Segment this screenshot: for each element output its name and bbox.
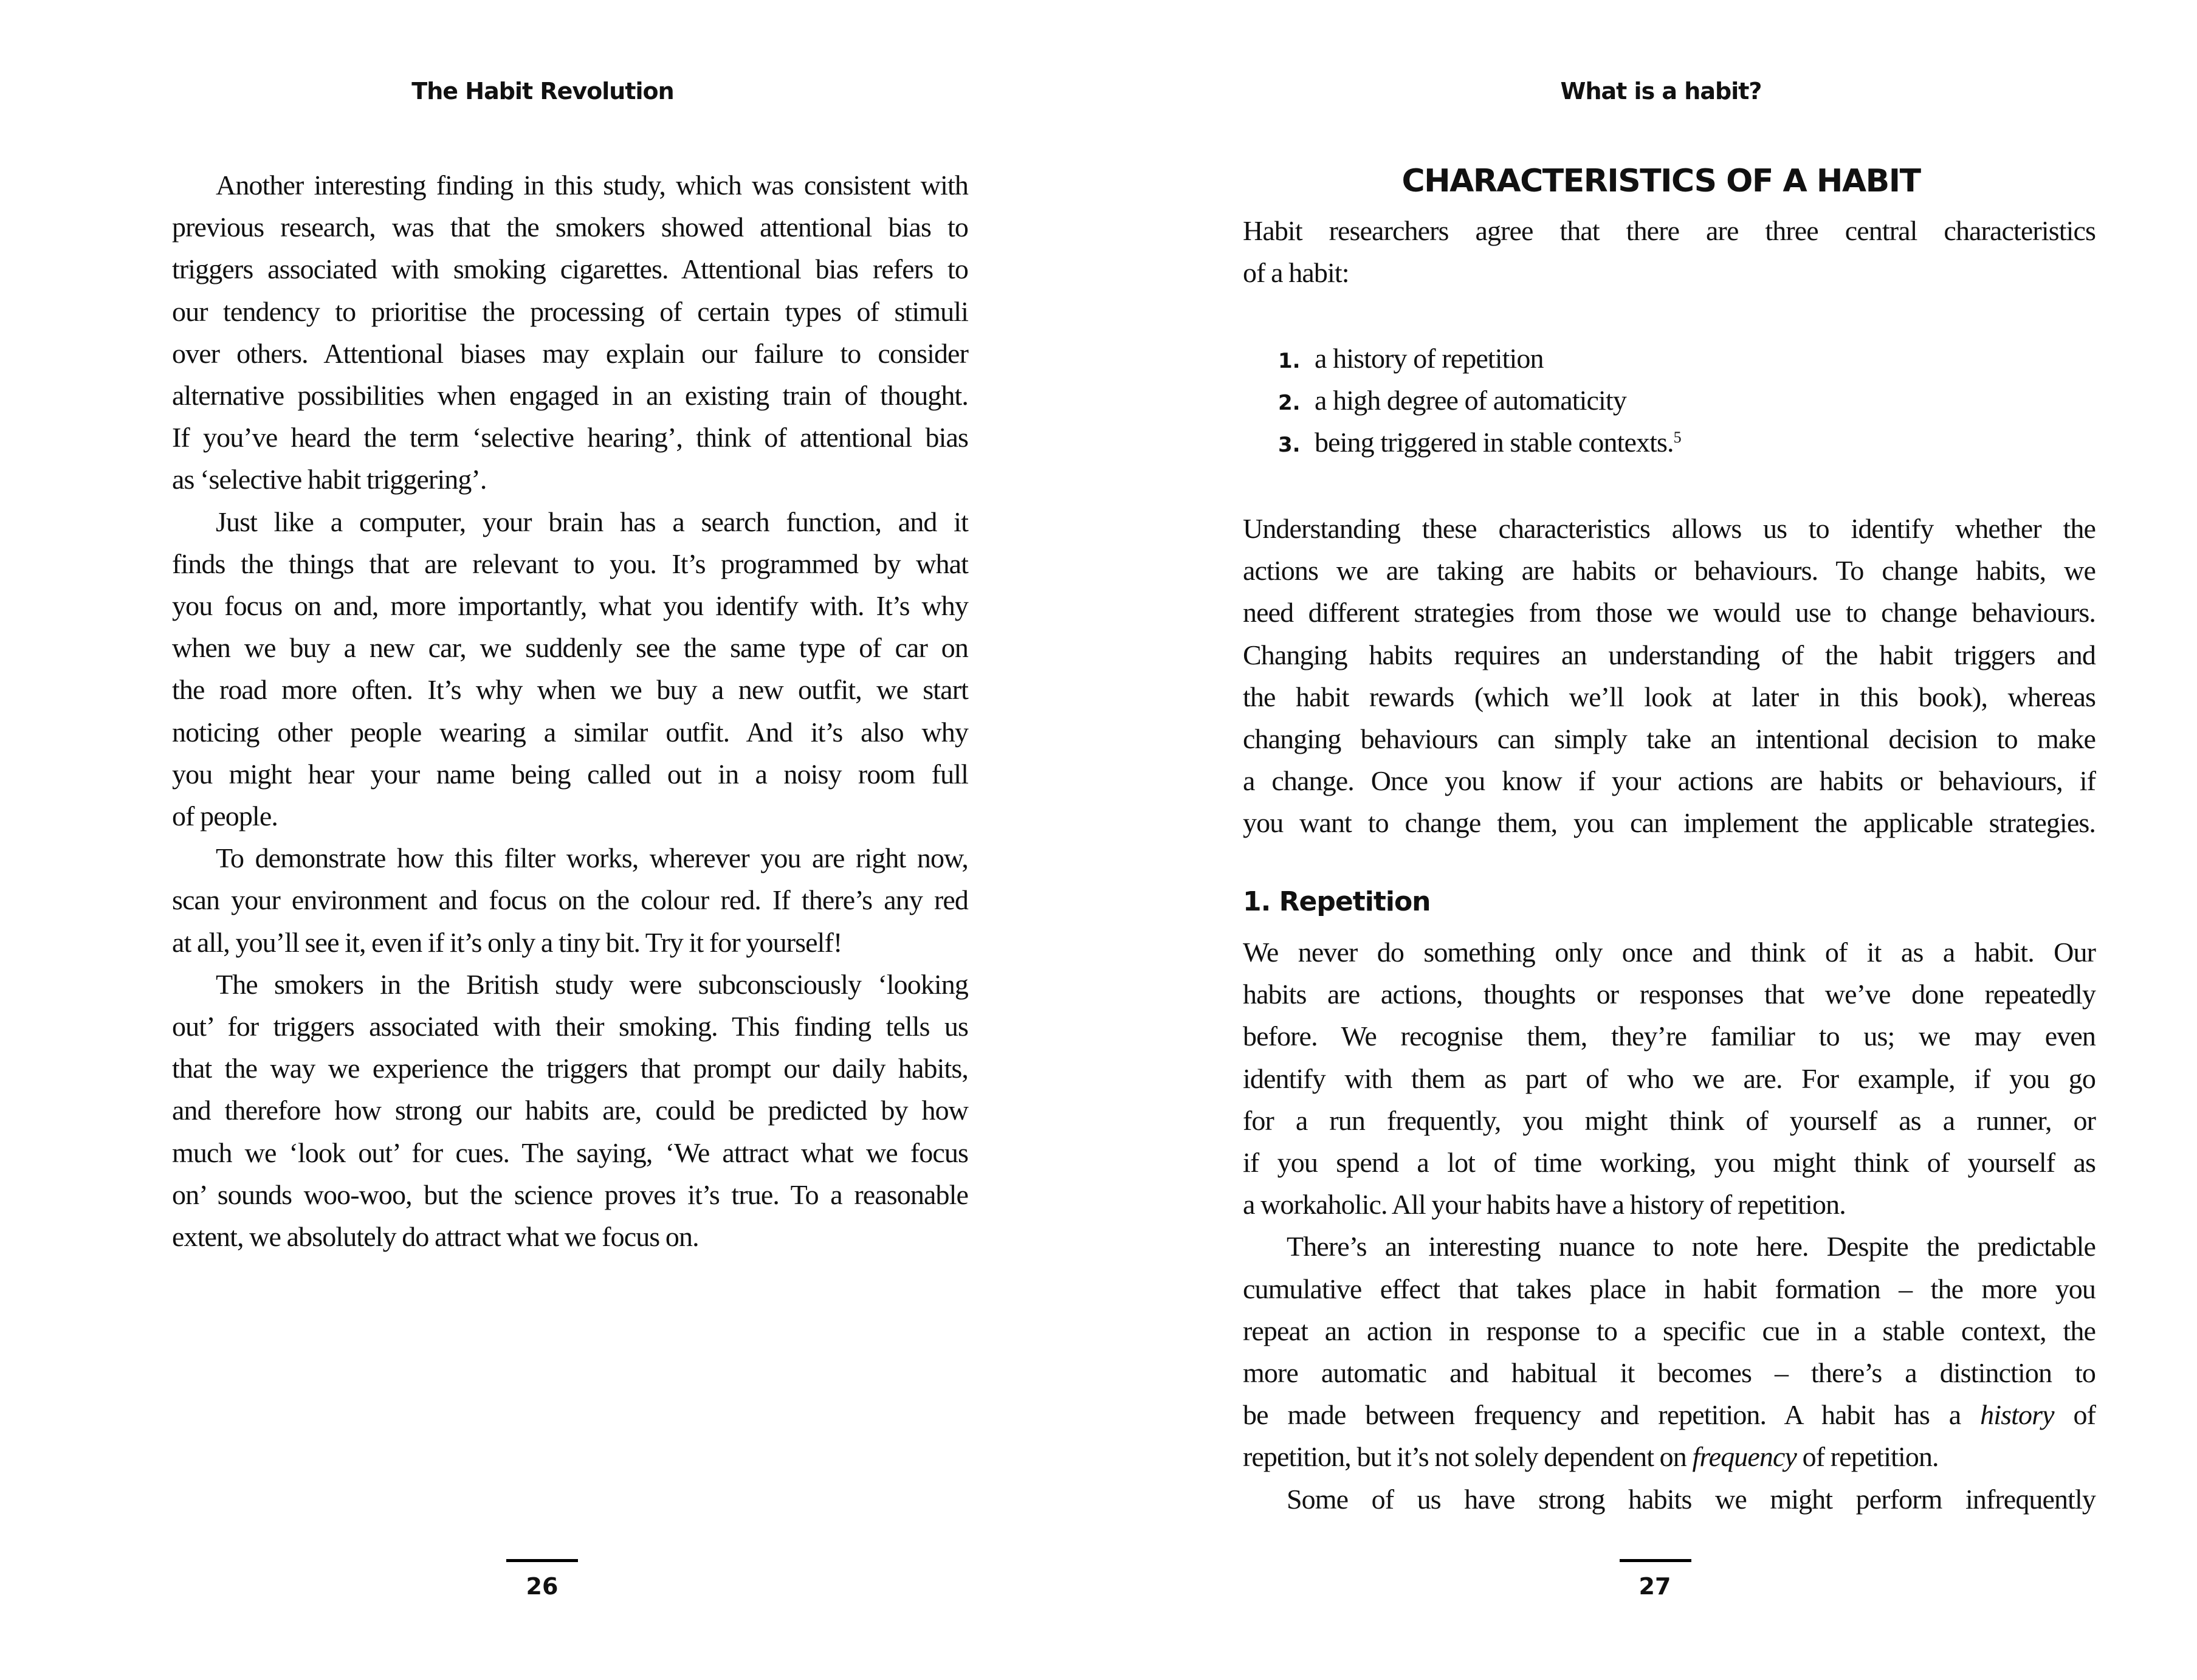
list-item: [1278, 340, 1544, 377]
emphasis-text: frequency: [1692, 1441, 1797, 1473]
text-run: If you’ve heard the term ‘selective hearing’, think of attentional bias: [172, 422, 968, 453]
list-number: 3.: [1278, 433, 1301, 458]
text-line: [172, 588, 968, 624]
text-run: before. We recognise them, they’re familiar to us; we may even: [1243, 1021, 2096, 1052]
text-run: you want to change them, you can implement the applicable strategies.: [1243, 807, 2096, 839]
text-line: [1243, 637, 2096, 673]
text-run: Just like a computer, your brain has a search function, and it: [216, 506, 968, 537]
text-run: be made between frequency and repetition. A habit has a: [1243, 1399, 1981, 1431]
text-run: out’ for triggers associated with their smoking. This finding tells us: [172, 1011, 968, 1042]
list-text: a history of repetition: [1315, 343, 1544, 374]
text-line: [1243, 763, 2096, 799]
text-run: more automatic and habitual it becomes – there’s a distinction to: [1243, 1357, 2096, 1388]
text-line: [1243, 679, 2096, 715]
footnote-reference[interactable]: 5: [1673, 429, 1682, 447]
text-line: [1243, 594, 2096, 631]
list-number: 1.: [1278, 349, 1301, 373]
text-run: the road more often. It’s why when we buy a new outfit, we start: [172, 674, 968, 706]
text-line: [172, 546, 968, 582]
text-run: triggers associated with smoking cigarettes. Attentional bias refers to: [172, 253, 968, 285]
text-run: at all, you’ll see it, even if it’s only a tiny bit. Try it for yourself!: [172, 926, 842, 958]
text-line: [172, 1092, 968, 1129]
text-line: [1243, 1397, 2096, 1433]
text-line: [1243, 1228, 2096, 1265]
text-run: changing behaviours can simply take an intentional decision to make: [1243, 723, 2096, 754]
text-run: of repetition.: [1796, 1441, 1939, 1473]
text-line: [172, 1219, 968, 1255]
text-run: and therefore how strong our habits are, could be predicted by how: [172, 1095, 968, 1126]
list-number: 2.: [1278, 391, 1301, 416]
text-run: finds the things that are relevant to you. It’s programmed by what: [172, 548, 968, 579]
text-line: [1243, 1271, 2096, 1307]
text-run: a workaholic. All your habits have a history of repetition.: [1243, 1189, 1846, 1220]
subsection-heading: 1. Repetition: [1243, 886, 1431, 917]
text-run: Understanding these characteristics allows us to identify whether the: [1243, 513, 2096, 544]
text-line: [172, 419, 968, 456]
text-run: need different strategies from those we would use to change behaviours.: [1243, 597, 2096, 628]
text-run: Habit researchers agree that there are three central characteristics: [1243, 215, 2096, 246]
running-head-book-title: The Habit Revolution: [411, 78, 674, 105]
page-number: 26: [526, 1573, 559, 1600]
list-item: [1278, 424, 1682, 461]
left-page: [0, 0, 1098, 1680]
text-line: [1243, 1439, 2096, 1475]
page-number-rule: [1620, 1559, 1691, 1562]
text-run: of people.: [172, 800, 278, 831]
text-run: To demonstrate how this filter works, wherever you are right now,: [216, 842, 968, 874]
running-head-chapter-title: What is a habit?: [1560, 78, 1762, 105]
text-line: [1243, 511, 2096, 547]
text-line: [1243, 1061, 2096, 1097]
text-run: on’ sounds woo-woo, but the science proves it’s true. To a reasonable: [172, 1179, 968, 1210]
emphasis-text: history: [1980, 1399, 2054, 1431]
text-run: Some of us have strong habits we might perform infrequently: [1287, 1483, 2096, 1515]
text-line: [172, 1177, 968, 1213]
text-line: [1243, 721, 2096, 757]
text-line: [172, 924, 968, 961]
list-item: [1278, 382, 1626, 419]
text-run: extent, we absolutely do attract what we focus on.: [172, 1221, 699, 1252]
text-run: habits are actions, thoughts or responses that we’ve done repeatedly: [1243, 979, 2096, 1010]
text-line: [172, 714, 968, 751]
text-line: [172, 756, 968, 793]
text-run: you focus on and, more importantly, what you identify with. It’s why: [172, 590, 968, 621]
text-line: [1243, 213, 2096, 249]
text-line: [1243, 976, 2096, 1013]
page-number-rule: [506, 1559, 578, 1562]
list-text: being triggered in stable contexts.: [1315, 427, 1674, 458]
text-run: that the way we experience the triggers that prompt our daily habits,: [172, 1053, 968, 1084]
text-line: [1243, 805, 2096, 841]
text-run: We never do something only once and think of it as a habit. Our: [1243, 937, 2096, 968]
text-line: [1243, 1186, 2096, 1223]
list-text: a high degree of automaticity: [1315, 385, 1626, 416]
text-line: [172, 336, 968, 372]
text-run: over others. Attentional biases may explain our failure to consider: [172, 337, 968, 369]
right-page: [1098, 0, 2197, 1680]
text-run: Changing habits requires an understanding of the habit triggers and: [1243, 639, 2096, 670]
text-run: the habit rewards (which we’ll look at later in this book), whereas: [1243, 681, 2096, 712]
text-run: repetition, but it’s not solely dependent on: [1243, 1441, 1693, 1473]
text-line: [1243, 1018, 2096, 1055]
text-run: The smokers in the British study were subconsciously ‘looking: [216, 968, 968, 1000]
text-line: [172, 504, 968, 540]
text-run: alternative possibilities when engaged in an existing train of thought.: [172, 380, 968, 411]
text-run: actions we are taking are habits or behaviours. To change habits, we: [1243, 555, 2096, 587]
text-line: [172, 1050, 968, 1087]
text-line: [1243, 1355, 2096, 1391]
text-line: [1243, 1481, 2096, 1518]
text-line: [1243, 934, 2096, 971]
text-line: [172, 167, 968, 204]
text-run: repeat an action in response to a specific cue in a stable context, the: [1243, 1315, 2096, 1346]
text-run: much we ‘look out’ for cues. The saying, ‘We attract what we focus: [172, 1137, 968, 1168]
text-run: scan your environment and focus on the colour red. If there’s any red: [172, 884, 968, 916]
text-line: [172, 840, 968, 876]
text-run: a change. Once you know if your actions are habits or behaviours, if: [1243, 765, 2096, 797]
text-run: you might hear your name being called out in a noisy room full: [172, 758, 968, 790]
text-line: [172, 966, 968, 1003]
text-line: [1243, 1313, 2096, 1349]
section-title: CHARACTERISTICS OF A HABIT: [1401, 163, 1920, 199]
text-line: [172, 672, 968, 708]
text-line: [172, 1008, 968, 1045]
text-line: [1243, 1103, 2096, 1139]
text-run: cumulative effect that takes place in habit formation – the more you: [1243, 1273, 2096, 1304]
text-run: noticing other people wearing a similar outfit. And it’s also why: [172, 716, 968, 748]
text-run: previous research, was that the smokers showed attentional bias to: [172, 212, 968, 243]
text-line: [1243, 1145, 2096, 1181]
text-line: [172, 209, 968, 246]
text-run: identify with them as part of who we are. For example, if you go: [1243, 1062, 2096, 1094]
text-line: [172, 294, 968, 330]
text-line: [172, 798, 968, 835]
text-line: [172, 377, 968, 414]
page-number: 27: [1638, 1573, 1671, 1600]
text-run: of a habit:: [1243, 257, 1349, 289]
text-line: [1243, 255, 2096, 291]
text-run: There’s an interesting nuance to note here. Despite the predictable: [1287, 1231, 2096, 1262]
text-run: Another interesting finding in this study, which was consistent with: [216, 170, 968, 201]
text-line: [172, 251, 968, 287]
text-line: [172, 630, 968, 666]
text-run: for a run frequently, you might think of yourself as a runner, or: [1243, 1104, 2096, 1136]
text-line: [172, 1135, 968, 1171]
text-run: when we buy a new car, we suddenly see the same type of car on: [172, 632, 968, 664]
text-line: [1243, 553, 2096, 589]
text-run: our tendency to prioritise the processing of certain types of stimuli: [172, 295, 968, 327]
text-line: [172, 882, 968, 918]
text-run: of: [2054, 1399, 2096, 1431]
text-run: if you spend a lot of time working, you might think of yourself as: [1243, 1147, 2096, 1178]
text-run: as ‘selective habit triggering’.: [172, 464, 487, 495]
text-line: [172, 461, 968, 498]
